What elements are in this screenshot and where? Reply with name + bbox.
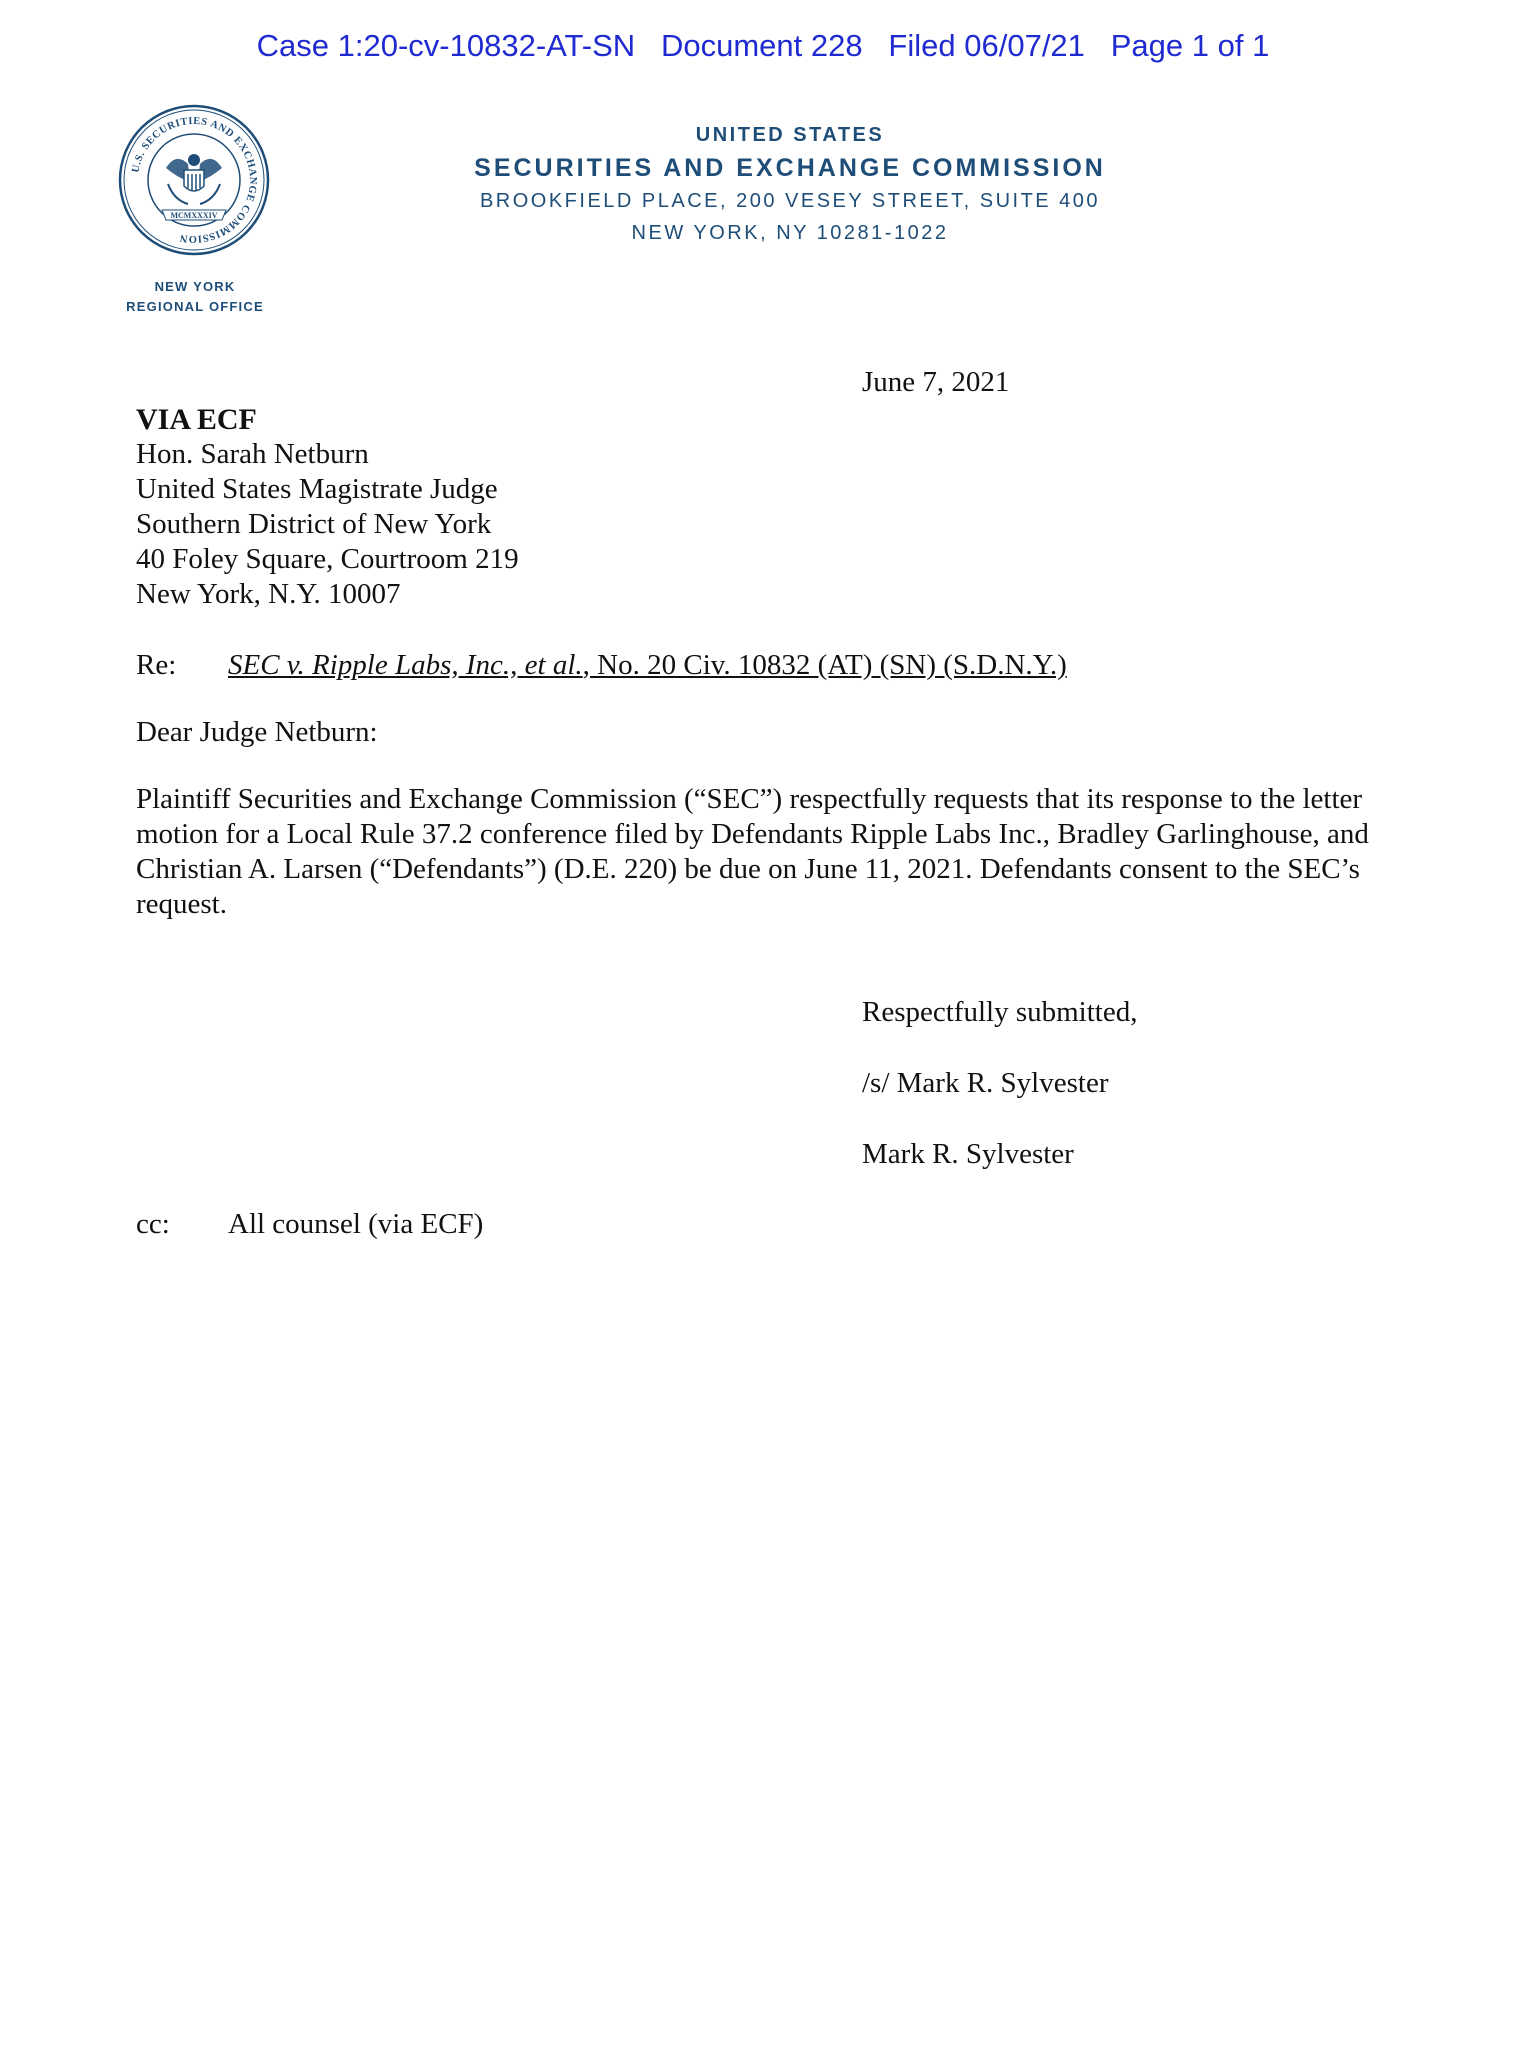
office-line-2: REGIONAL OFFICE: [126, 299, 264, 314]
body-line: Christian A. Larsen (“Defendants”) (D.E. 220) be due on June 11, 2021. Defendants consent to the SEC’s: [136, 853, 1360, 885]
salutation: Dear Judge Netburn:: [136, 716, 378, 748]
letter-date: June 7, 2021: [862, 366, 1010, 398]
office-line-1: NEW YORK: [154, 279, 236, 294]
cc-label: cc:: [136, 1208, 170, 1240]
addressee-line: New York, N.Y. 10007: [136, 578, 401, 610]
signature: /s/ Mark R. Sylvester: [862, 1067, 1109, 1099]
signer-name: Mark R. Sylvester: [862, 1138, 1074, 1170]
addressee-line: Hon. Sarah Netburn: [136, 438, 369, 470]
addressee-line: United States Magistrate Judge: [136, 473, 498, 505]
delivery-method: VIA ECF: [136, 403, 257, 436]
letterhead-address: BROOKFIELD PLACE, 200 VESEY STREET, SUITE 400: [479, 190, 1101, 212]
seal-ring-text: U.S. SECURITIES AND EXCHANGE COMMISSION: [130, 115, 259, 245]
re-label: Re:: [136, 649, 177, 681]
letterhead-agency: SECURITIES AND EXCHANGE COMMISSION: [474, 154, 1106, 182]
letterhead-line-1: UNITED STATES: [695, 124, 885, 146]
letterhead-city: NEW YORK, NY 10281-1022: [631, 222, 949, 244]
re-case-number: , No. 20 Civ. 10832 (AT) (SN) (S.D.N.Y.): [582, 649, 1067, 681]
addressee-block: [136, 437, 519, 612]
case-header: Case 1:20-cv-10832-AT-SN Document 228 Filed 06/07/21 Page 1 of 1: [256, 28, 1270, 63]
cc-recipients: All counsel (via ECF): [228, 1208, 484, 1240]
regional-office-label: [110, 277, 280, 317]
closing: Respectfully submitted,: [862, 996, 1138, 1028]
body-line: request.: [136, 888, 227, 920]
re-line: [228, 648, 1067, 683]
body-line: motion for a Local Rule 37.2 conference filed by Defendants Ripple Labs Inc., Bradley Garlinghouse, and: [136, 818, 1369, 850]
re-case-name: SEC v. Ripple Labs, Inc., et al.: [228, 649, 583, 681]
seal-year: MCMXXXIV: [170, 211, 218, 220]
body-line: Plaintiff Securities and Exchange Commission (“SEC”) respectfully requests that its response to the letter: [136, 783, 1363, 815]
addressee-line: 40 Foley Square, Courtroom 219: [136, 543, 519, 575]
letter-body: [136, 782, 1406, 922]
sec-seal-icon: [118, 104, 270, 256]
addressee-line: Southern District of New York: [136, 508, 492, 540]
